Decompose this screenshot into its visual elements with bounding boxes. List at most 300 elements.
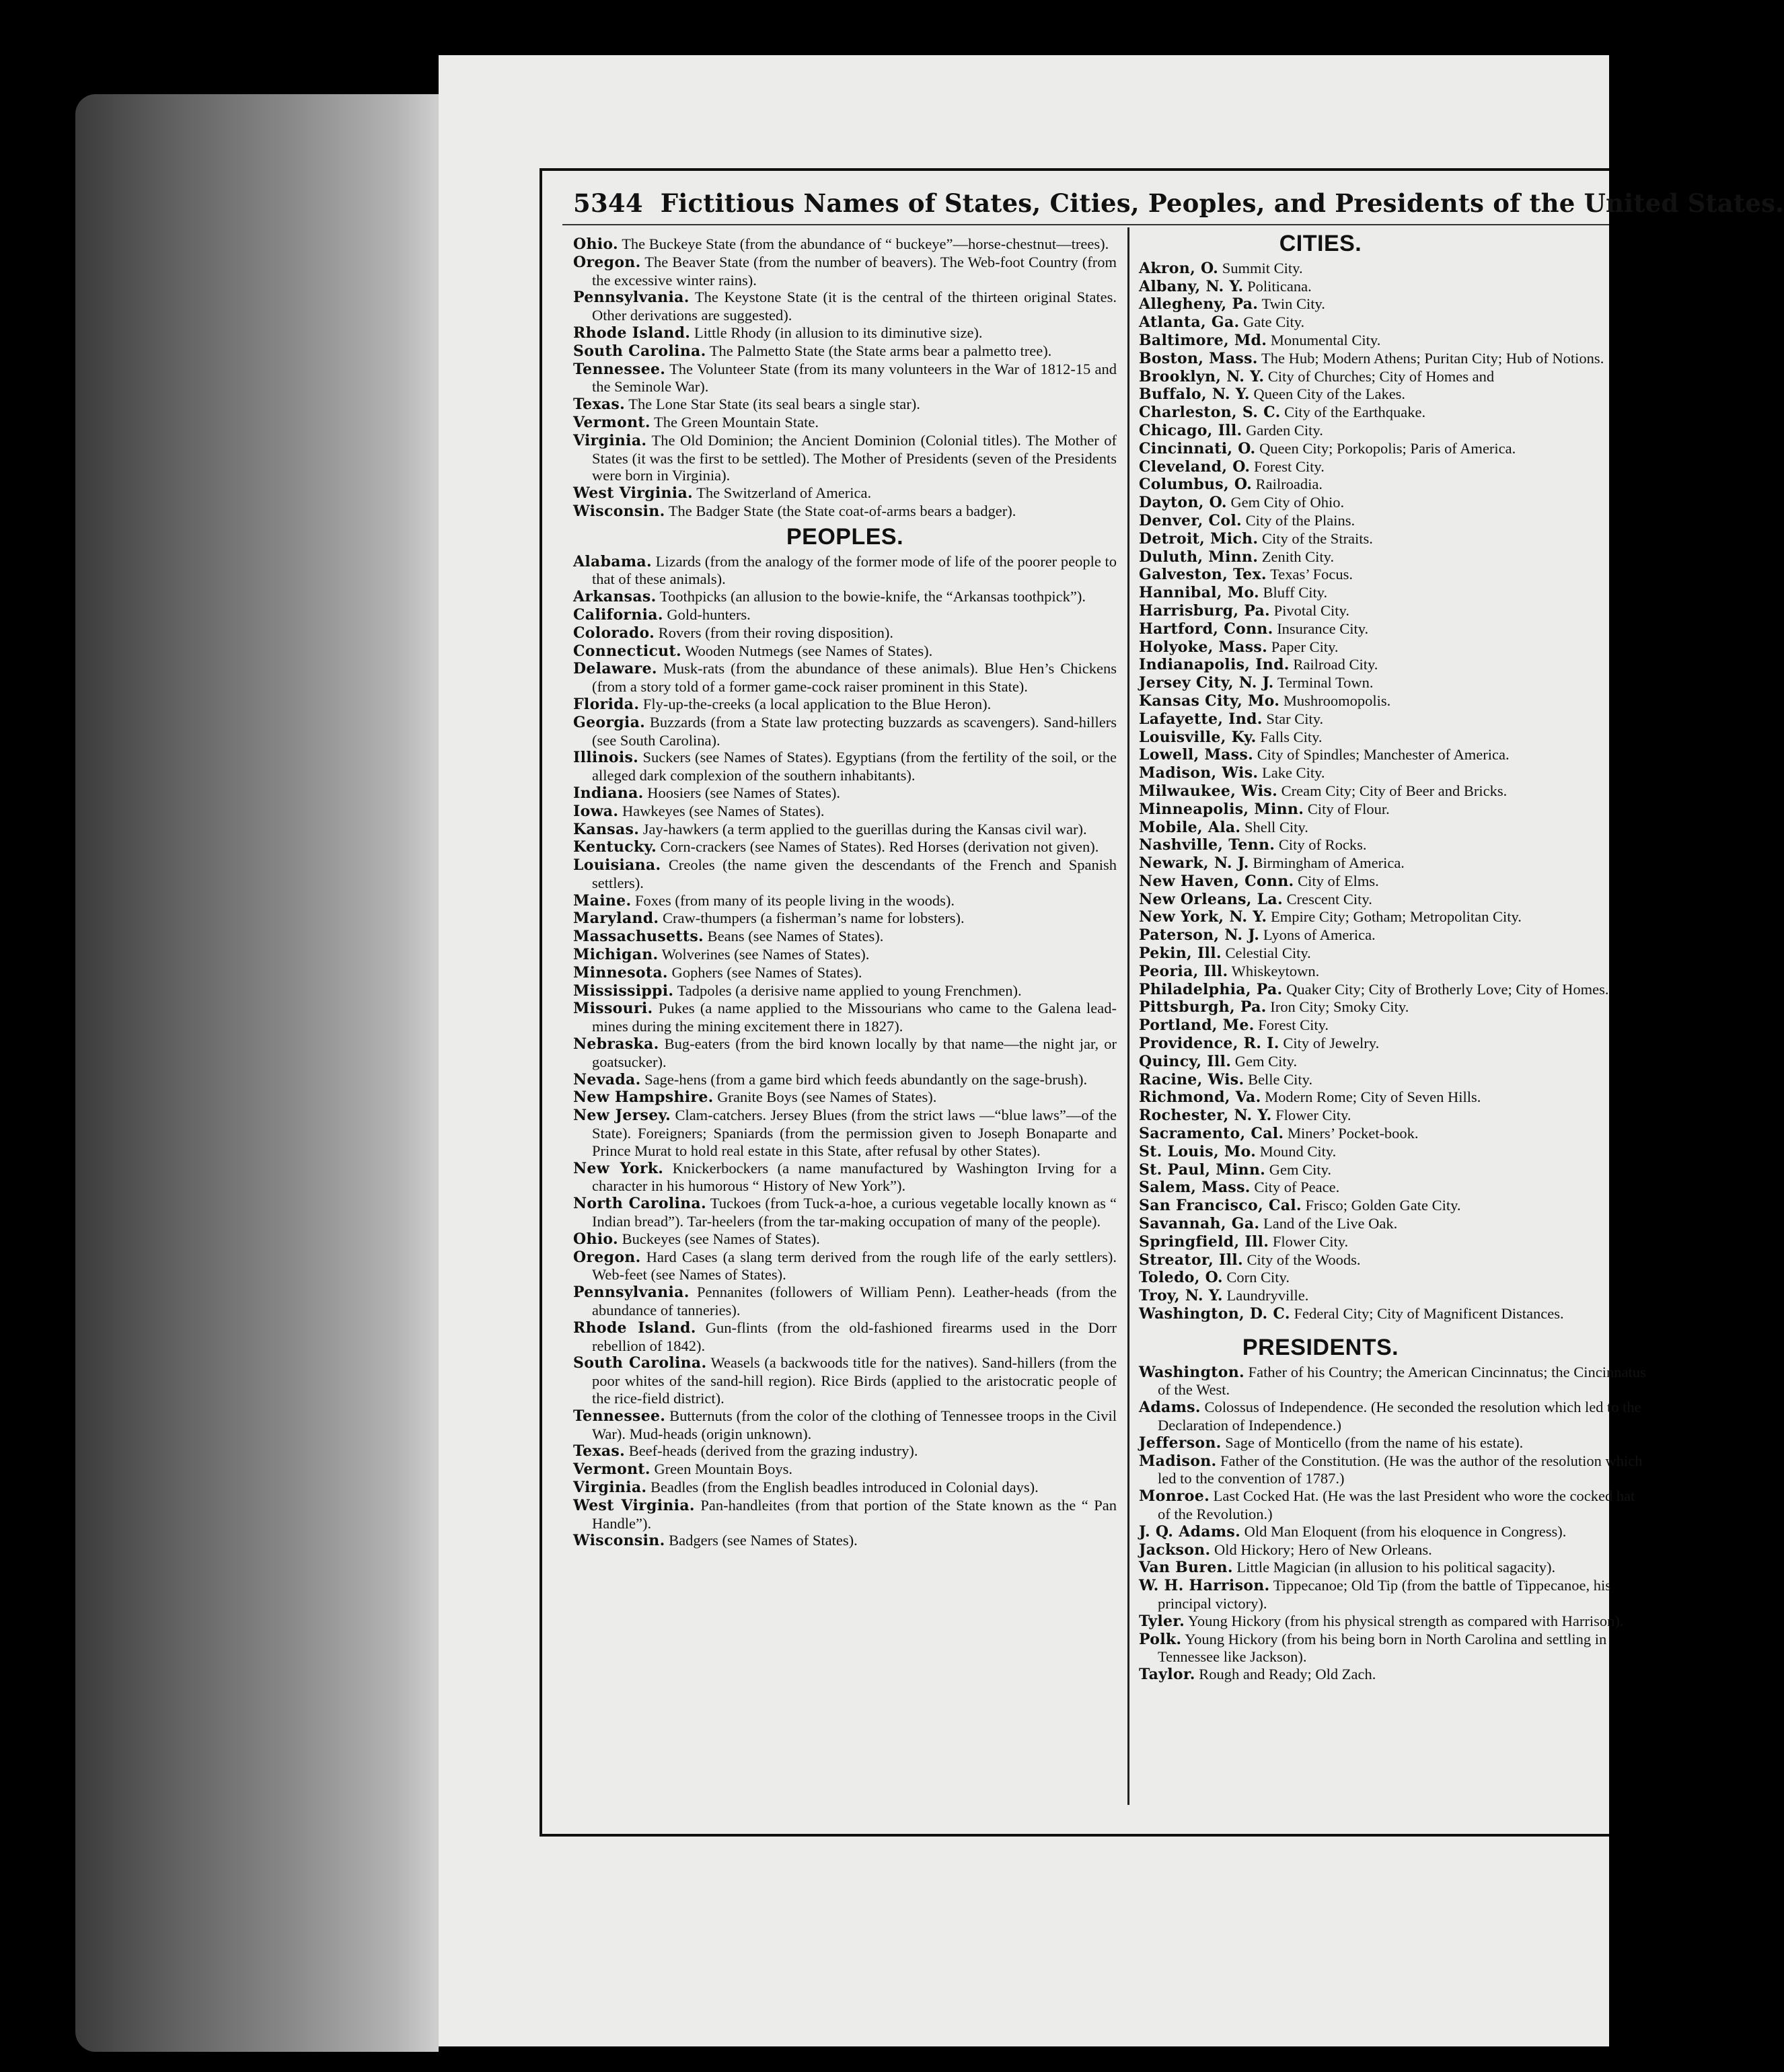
state-entry	[573, 324, 1117, 342]
people-name: Connecticut.	[573, 642, 681, 660]
president-name: W. H. Harrison.	[1139, 1577, 1270, 1595]
city-entry	[1139, 566, 1650, 584]
city-description: Railroadia.	[1255, 476, 1323, 493]
city-name: Chicago, Ill.	[1139, 421, 1242, 439]
people-entry	[573, 642, 1117, 661]
city-entry	[1139, 891, 1650, 909]
people-name: Louisiana.	[573, 856, 661, 875]
city-name: Cleveland, O.	[1139, 457, 1251, 476]
people-name: Alabama.	[573, 552, 652, 570]
city-name: Brooklyn, N. Y.	[1139, 367, 1265, 385]
city-description: Star City.	[1266, 710, 1324, 727]
people-entry	[573, 749, 1117, 784]
city-name: Minneapolis, Minn.	[1139, 800, 1304, 818]
people-entry	[573, 1532, 1117, 1550]
state-entry	[573, 235, 1117, 254]
people-description: Musk-rats (from the abundance of these animals). Blue Hen’s Chickens (from a story told of a former game-cock raiser prominent in this State).	[592, 660, 1117, 696]
city-description: Forest City.	[1254, 457, 1325, 475]
city-name: Streator, Ill.	[1139, 1251, 1243, 1269]
people-description: Gophers (see Names of States).	[671, 963, 862, 981]
city-name: Galveston, Tex.	[1139, 566, 1267, 584]
people-description: Clam-catchers. Jersey Blues (from the strict laws —“blue laws”—of the State). Foreigners; Spaniards (from the permission given to Joseph Bonaparte and Prince Murat to hold real estate in this State, after refusal by other States).	[592, 1107, 1117, 1159]
people-description: Hawkeyes (see Names of States).	[622, 802, 825, 819]
city-name: Nashville, Tenn.	[1139, 836, 1275, 854]
city-entry	[1139, 1143, 1650, 1161]
people-entry	[573, 856, 1117, 892]
city-description: Shell City.	[1244, 818, 1308, 836]
city-description: Falls City.	[1260, 728, 1323, 745]
city-entry	[1139, 854, 1650, 873]
city-description: The Hub; Modern Athens; Puritan City; Hub of Notions.	[1261, 349, 1604, 367]
people-description: Weasels (a backwoods title for the natives). Sand-hillers (from the poor whites of the sand-hill region). Rice Birds (applied to the aristocratic people of the rice-field district).	[592, 1354, 1117, 1407]
city-description: Belle City.	[1248, 1070, 1313, 1088]
people-entry	[573, 1319, 1117, 1355]
people-name: Iowa.	[573, 802, 619, 820]
people-description: Beef-heads (derived from the grazing industry).	[628, 1442, 918, 1460]
people-description: Foxes (from many of its people living in the woods).	[635, 891, 955, 909]
people-name: Ohio.	[573, 1230, 618, 1248]
city-name: Pekin, Ill.	[1139, 945, 1222, 963]
president-name: Jefferson.	[1139, 1434, 1222, 1452]
city-entry	[1139, 1035, 1650, 1053]
president-description: Old Man Eloquent (from his eloquence in Congress).	[1244, 1522, 1567, 1540]
city-description: Cream City; City of Beer and Bricks.	[1281, 782, 1508, 799]
people-name: California.	[573, 605, 663, 624]
people-description: Green Mountain Boys.	[654, 1460, 793, 1478]
city-name: Philadelphia, Pa.	[1139, 980, 1283, 998]
people-entry	[573, 606, 1117, 624]
president-entry	[1139, 1613, 1650, 1631]
city-description: Quaker City; City of Brotherly Love; City of Homes.	[1286, 980, 1609, 998]
people-description: Hoosiers (see Names of States).	[647, 784, 841, 801]
city-name: Kansas City, Mo.	[1139, 692, 1280, 710]
city-entry	[1139, 404, 1650, 422]
city-name: Allegheny, Pa.	[1139, 295, 1259, 313]
people-description: Jay-hawkers (a term applied to the guerillas during the Kansas civil war).	[642, 820, 1087, 838]
city-description: Miners’ Pocket-book.	[1288, 1125, 1419, 1142]
president-entry	[1139, 1452, 1650, 1488]
city-name: St. Paul, Minn.	[1139, 1160, 1266, 1179]
city-description: Birmingham of America.	[1253, 854, 1405, 872]
president-name: Monroe.	[1139, 1487, 1210, 1506]
people-name: South Carolina.	[573, 1354, 707, 1372]
people-entry	[573, 1230, 1117, 1249]
city-name: St. Louis, Mo.	[1139, 1142, 1257, 1160]
people-entry	[573, 553, 1117, 589]
city-entry	[1139, 1125, 1650, 1143]
state-description: The Old Dominion; the Ancient Dominion (Colonial titles). The Mother of States (it was the first to be settled). The Mother of Presidents (seven of the Presidents were born in Virginia).	[592, 431, 1117, 484]
city-entry	[1139, 1071, 1650, 1089]
people-name: Maryland.	[573, 910, 659, 928]
people-description: Pan-handleites (from that portion of the State known as the “ Pan Handle”).	[592, 1496, 1117, 1532]
city-entry	[1139, 674, 1650, 692]
city-description: City of Churches; City of Homes and	[1267, 367, 1495, 385]
state-entry	[573, 414, 1117, 432]
city-entry	[1139, 710, 1650, 729]
book-spine	[75, 94, 439, 2052]
people-name: Michigan.	[573, 946, 659, 964]
people-name: Kansas.	[573, 820, 640, 838]
city-description: Federal City; City of Magnificent Distances.	[1294, 1305, 1564, 1323]
city-entry	[1139, 836, 1650, 854]
city-entry	[1139, 746, 1650, 764]
city-description: Lyons of America.	[1263, 926, 1376, 944]
people-description: Granite Boys (see Names of States).	[717, 1088, 937, 1106]
president-description: Rough and Ready; Old Zach.	[1199, 1666, 1376, 1683]
people-name: Nevada.	[573, 1070, 641, 1088]
president-entry	[1139, 1364, 1650, 1399]
president-description: Little Magician (in allusion to his political sagacity).	[1236, 1559, 1556, 1576]
people-description: Rovers (from their roving disposition).	[658, 624, 894, 641]
president-name: J. Q. Adams.	[1139, 1522, 1241, 1541]
city-description: Bluff City.	[1263, 584, 1328, 601]
city-description: Terminal Town.	[1277, 674, 1374, 692]
city-description: Empire City; Gotham; Metropolitan City.	[1271, 908, 1522, 926]
city-name: Holyoke, Mass.	[1139, 638, 1268, 656]
president-name: Tyler.	[1139, 1612, 1185, 1630]
city-name: Dayton, O.	[1139, 494, 1227, 512]
city-name: Springfield, Ill.	[1139, 1232, 1269, 1251]
people-entry	[573, 1442, 1117, 1460]
people-description: Hard Cases (a slang term derived from the rough life of the early settlers). Web-feet (see Names of States).	[592, 1248, 1117, 1284]
city-name: Denver, Col.	[1139, 511, 1242, 529]
city-description: Queen City of the Lakes.	[1253, 385, 1406, 403]
city-name: Milwaukee, Wis.	[1139, 782, 1278, 800]
president-name: Van Buren.	[1139, 1559, 1233, 1577]
people-name: Minnesota.	[573, 963, 668, 982]
state-entry	[573, 342, 1117, 361]
city-description: Summit City.	[1222, 259, 1303, 276]
president-name: Jackson.	[1139, 1541, 1211, 1559]
state-name: Virginia.	[573, 431, 647, 449]
state-entry	[573, 289, 1117, 324]
city-description: Gem City.	[1234, 1052, 1298, 1070]
peoples-list	[573, 553, 1117, 1551]
city-description: Crescent City.	[1286, 890, 1372, 908]
state-name: Pennsylvania.	[573, 289, 690, 307]
city-description: Flower City.	[1272, 1232, 1349, 1250]
city-name: Harrisburg, Pa.	[1139, 601, 1271, 620]
people-entry	[573, 1460, 1117, 1479]
city-name: Charleston, S. C.	[1139, 404, 1281, 422]
city-entry	[1139, 440, 1650, 458]
state-entry	[573, 254, 1117, 289]
city-name: Detroit, Mich.	[1139, 529, 1259, 548]
people-description: Bug-eaters (from the bird known locally by that name—the night jar, or goatsucker).	[592, 1035, 1117, 1070]
president-entry	[1139, 1541, 1650, 1559]
president-name: Madison.	[1139, 1452, 1217, 1470]
city-name: Hartford, Conn.	[1139, 620, 1273, 638]
presidents-heading: PRESIDENTS.	[1242, 1334, 1399, 1360]
people-description: Creoles (the name given the descendants of the French and Spanish settlers).	[592, 856, 1117, 891]
president-description: Young Hickory (from his physical strength as compared with Harrison).	[1187, 1612, 1624, 1629]
people-entry	[573, 784, 1117, 803]
state-description: The Keystone State (it is the central of the thirteen original States. Other derivations are suggested).	[592, 289, 1117, 324]
city-name: Lowell, Mass.	[1139, 746, 1254, 764]
people-entry	[573, 1088, 1117, 1107]
people-entry	[573, 1195, 1117, 1230]
people-description: Badgers (see Names of States).	[669, 1532, 858, 1549]
city-entry	[1139, 692, 1650, 710]
president-entry	[1139, 1434, 1650, 1452]
city-name: Louisville, Ky.	[1139, 728, 1257, 746]
people-name: Rhode Island.	[573, 1319, 696, 1337]
state-name: Rhode Island.	[573, 324, 691, 342]
people-entry	[573, 803, 1117, 821]
city-name: Newark, N. J.	[1139, 854, 1249, 873]
city-entry	[1139, 782, 1650, 801]
people-name: Oregon.	[573, 1248, 641, 1266]
president-description: Old Hickory; Hero of New Orleans.	[1214, 1541, 1432, 1558]
president-entry	[1139, 1631, 1650, 1666]
state-name: Texas.	[573, 396, 626, 414]
president-description: Last Cocked Hat. (He was the last President who wore the cocked hat of the Revolution.)	[1158, 1487, 1635, 1522]
city-name: Salem, Mass.	[1139, 1179, 1251, 1197]
city-entry	[1139, 638, 1650, 657]
city-description: Zenith City.	[1261, 548, 1335, 565]
city-entry	[1139, 584, 1650, 602]
people-description: Tadpoles (a derisive name applied to young Frenchmen).	[677, 982, 1022, 999]
people-entry	[573, 1071, 1117, 1089]
city-entry	[1139, 332, 1650, 350]
city-entry	[1139, 1251, 1650, 1269]
people-name: Missouri.	[573, 1000, 653, 1018]
state-description: Little Rhody (in allusion to its diminutive size).	[694, 324, 983, 341]
city-description: City of Jewelry.	[1283, 1035, 1380, 1052]
state-name: West Virginia.	[573, 484, 693, 503]
city-name: New York, N. Y.	[1139, 908, 1267, 926]
city-name: Washington, D. C.	[1139, 1305, 1290, 1323]
city-entry	[1139, 295, 1650, 313]
people-entry	[573, 1479, 1117, 1497]
state-name: Oregon.	[573, 253, 641, 271]
people-entry	[573, 1107, 1117, 1159]
president-name: Polk.	[1139, 1630, 1182, 1648]
city-entry	[1139, 764, 1650, 782]
president-entry	[1139, 1666, 1650, 1684]
state-description: The Buckeye State (from the abundance of “ buckeye”—horse-chestnut—trees).	[622, 235, 1109, 252]
people-description: Beadles (from the English beadles introduced in Colonial days).	[650, 1478, 1039, 1495]
people-description: Sage-hens (from a game bird which feeds abundantly on the sage-brush).	[644, 1070, 1088, 1088]
city-description: Forest City.	[1258, 1016, 1329, 1034]
city-name: Albany, N. Y.	[1139, 277, 1244, 295]
city-description: Queen City; Porkopolis; Paris of America.	[1259, 439, 1516, 457]
city-description: Texas’ Focus.	[1270, 566, 1353, 583]
people-name: North Carolina.	[573, 1195, 706, 1213]
city-entry	[1139, 926, 1650, 945]
city-entry	[1139, 512, 1650, 530]
president-description: Tippecanoe; Old Tip (from the battle of Tippecanoe, his principal victory).	[1158, 1577, 1611, 1612]
people-entry	[573, 928, 1117, 946]
people-description: Fly-up-the-creeks (a local application to the Blue Heron).	[642, 695, 992, 712]
city-description: Pivotal City.	[1273, 601, 1349, 619]
left-column	[573, 235, 1117, 1550]
city-description: City of the Plains.	[1245, 511, 1355, 529]
people-description: Wolverines (see Names of States).	[661, 946, 870, 963]
state-name: Tennessee.	[573, 360, 666, 378]
city-entry	[1139, 998, 1650, 1016]
people-description: Craw-thumpers (a fisherman’s name for lobsters).	[662, 910, 965, 927]
president-entry	[1139, 1577, 1650, 1613]
city-description: Iron City; Smoky City.	[1270, 998, 1409, 1016]
state-name: Ohio.	[573, 235, 618, 253]
president-name: Adams.	[1139, 1399, 1201, 1417]
state-description: The Beaver State (from the number of beavers). The Web-foot Country (from the excessive winter rains).	[592, 253, 1117, 289]
state-description: The Switzerland of America.	[696, 484, 872, 502]
president-entry	[1139, 1559, 1650, 1577]
people-description: Pennanites (followers of William Penn). Leather-heads (from the abundance of tanneries).	[592, 1284, 1117, 1319]
city-description: Twin City.	[1261, 295, 1325, 313]
city-description: Whiskeytown.	[1231, 962, 1320, 979]
people-description: Beans (see Names of States).	[707, 928, 884, 945]
people-name: Colorado.	[573, 624, 655, 642]
people-description: Lizards (from the analogy of the former mode of life of the poorer people to that of these animals).	[592, 552, 1117, 588]
people-entry	[573, 982, 1117, 1000]
city-entry	[1139, 278, 1650, 296]
city-entry	[1139, 458, 1650, 476]
city-name: New Orleans, La.	[1139, 890, 1283, 908]
city-description: Gem City.	[1269, 1160, 1332, 1178]
city-entry	[1139, 945, 1650, 963]
president-description: Sage of Monticello (from the name of his estate).	[1225, 1434, 1524, 1451]
president-entry	[1139, 1399, 1650, 1434]
peoples-heading: PEOPLES.	[786, 523, 904, 550]
state-entry	[573, 503, 1117, 521]
people-description: Wooden Nutmegs (see Names of States).	[685, 642, 933, 659]
city-entry	[1139, 1305, 1650, 1323]
people-name: Vermont.	[573, 1460, 651, 1479]
city-name: Buffalo, N. Y.	[1139, 385, 1250, 404]
city-name: Troy, N. Y.	[1139, 1287, 1223, 1305]
city-description: Mushroomopolis.	[1283, 692, 1391, 709]
people-description: Toothpicks (an allusion to the bowie-knife, the “Arkansas toothpick”).	[659, 588, 1086, 605]
president-entry	[1139, 1523, 1650, 1541]
page-title: Fictitious Names of States, Cities, Peoples, and Presidents of the United States.	[660, 188, 1784, 218]
city-entry	[1139, 620, 1650, 638]
state-entry	[573, 361, 1117, 396]
president-name: Taylor.	[1139, 1666, 1195, 1684]
people-entry	[573, 1407, 1117, 1443]
people-name: Virginia.	[573, 1478, 647, 1496]
city-entry	[1139, 530, 1650, 548]
city-name: Columbus, O.	[1139, 476, 1253, 494]
city-description: Frisco; Golden Gate City.	[1305, 1197, 1461, 1214]
city-entry	[1139, 422, 1650, 440]
people-name: Massachusetts.	[573, 928, 704, 946]
people-description: Corn-crackers (see Names of States). Red Horses (derivation not given).	[660, 838, 1099, 856]
president-name: Washington.	[1139, 1363, 1244, 1381]
city-entry	[1139, 1088, 1650, 1107]
city-description: City of the Straits.	[1261, 529, 1373, 547]
people-description: Buckeyes (see Names of States).	[622, 1230, 820, 1247]
city-entry	[1139, 548, 1650, 566]
people-entry	[573, 821, 1117, 839]
city-description: Laundryville.	[1226, 1287, 1309, 1304]
city-name: Lafayette, Ind.	[1139, 710, 1263, 728]
city-name: Pittsburgh, Pa.	[1139, 998, 1267, 1016]
state-entry	[573, 396, 1117, 414]
city-description: Lake City.	[1261, 764, 1325, 782]
city-name: Savannah, Ga.	[1139, 1215, 1260, 1233]
people-name: Mississippi.	[573, 982, 674, 1000]
city-description: Politicana.	[1247, 277, 1312, 295]
city-description: Insurance City.	[1277, 620, 1369, 637]
city-description: Railroad City.	[1293, 656, 1378, 673]
city-entry	[1139, 819, 1650, 837]
people-entry	[573, 838, 1117, 856]
city-entry	[1139, 494, 1650, 512]
people-name: Arkansas.	[573, 588, 657, 606]
city-description: Mound City.	[1259, 1142, 1337, 1160]
city-description: Modern Rome; City of Seven Hills.	[1265, 1088, 1481, 1106]
city-description: Monumental City.	[1270, 331, 1381, 348]
city-name: Indianapolis, Ind.	[1139, 656, 1290, 674]
state-entry	[573, 432, 1117, 484]
city-entry	[1139, 656, 1650, 674]
city-entry	[1139, 260, 1650, 278]
people-name: Tennessee.	[573, 1407, 666, 1425]
city-entry	[1139, 801, 1650, 819]
people-description: Pukes (a name applied to the Missourians who came to the Galena lead-mines during the mining excitement there in 1827).	[592, 1000, 1117, 1035]
city-name: Providence, R. I.	[1139, 1035, 1279, 1053]
city-description: City of Flour.	[1307, 800, 1390, 817]
people-entry	[573, 1497, 1117, 1532]
people-name: New Hampshire.	[573, 1088, 714, 1107]
city-name: Madison, Wis.	[1139, 764, 1259, 782]
people-description: Suckers (see Names of States). Egyptians (from the fertility of the soil, or the alleged dark complexion of the southern inhabitants).	[592, 749, 1117, 784]
people-name: Texas.	[573, 1442, 626, 1460]
column-divider	[1127, 227, 1129, 1805]
city-description: City of the Earthquake.	[1284, 404, 1426, 421]
people-entry	[573, 1284, 1117, 1319]
state-name: Wisconsin.	[573, 502, 665, 520]
city-entry	[1139, 1161, 1650, 1179]
city-name: Paterson, N. J.	[1139, 926, 1260, 945]
state-name: Vermont.	[573, 413, 651, 431]
cities-list	[1139, 260, 1650, 1323]
city-name: Duluth, Minn.	[1139, 548, 1259, 566]
people-entry	[573, 588, 1117, 606]
people-name: Indiana.	[573, 784, 644, 802]
states-list-continued	[573, 235, 1117, 521]
city-name: Richmond, Va.	[1139, 1088, 1261, 1107]
city-entry	[1139, 1053, 1650, 1071]
people-name: Maine.	[573, 891, 632, 910]
people-entry	[573, 892, 1117, 910]
city-entry	[1139, 1233, 1650, 1251]
city-description: Gate City.	[1243, 313, 1305, 331]
people-description: Tuckoes (from Tuck-a-hoe, a curious vegetable locally known as “ Indian bread”). Tar-heelers (from the tar-making occupation of many of the people).	[592, 1195, 1117, 1230]
president-description: Colossus of Independence. (He seconded the resolution which led to the Declaration of Independence.)	[1158, 1399, 1641, 1434]
people-name: Delaware.	[573, 660, 657, 678]
city-name: Quincy, Ill.	[1139, 1052, 1232, 1070]
page-header	[573, 188, 1784, 218]
people-entry	[573, 660, 1117, 696]
people-entry	[573, 910, 1117, 928]
city-entry	[1139, 873, 1650, 891]
city-entry	[1139, 963, 1650, 981]
people-name: Florida.	[573, 695, 640, 713]
city-name: Jersey City, N. J.	[1139, 674, 1274, 692]
city-description: City of Elms.	[1298, 872, 1379, 889]
state-description: The Green Mountain State.	[654, 413, 819, 431]
city-name: Sacramento, Cal.	[1139, 1125, 1284, 1143]
people-entry	[573, 946, 1117, 964]
people-name: Kentucky.	[573, 838, 657, 856]
state-description: The Palmetto State (the State arms bear a palmetto tree).	[709, 342, 1052, 359]
people-name: Georgia.	[573, 713, 646, 731]
city-name: Boston, Mass.	[1139, 349, 1258, 367]
